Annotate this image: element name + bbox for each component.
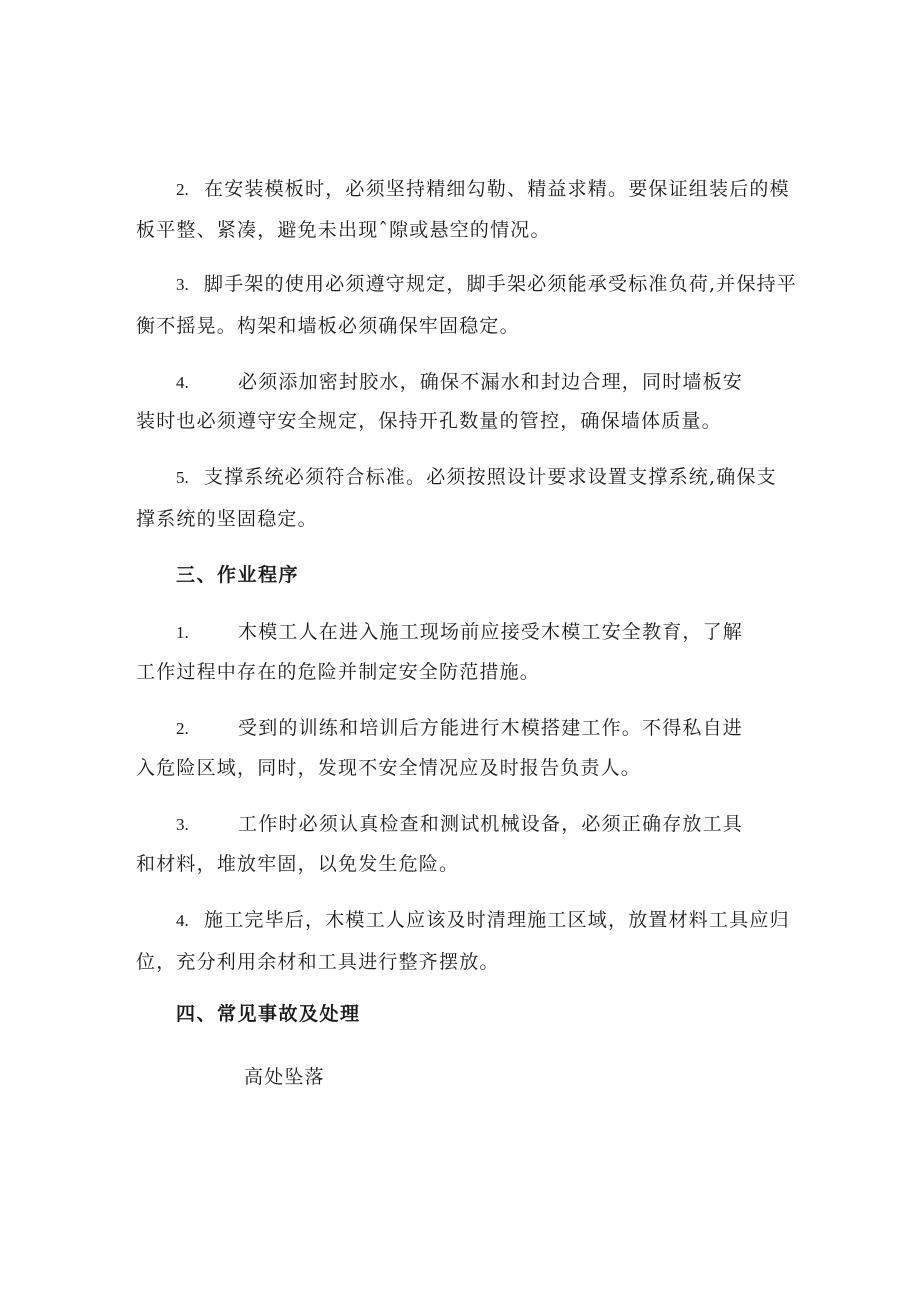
item-number: 1. [176,623,189,642]
section-heading: 三、作业程序 [176,564,300,586]
item-text-line: 板平整、紧凑，避免未出现ˆ隙或悬空的情况。 [136,219,551,241]
item-number: 3. [176,815,189,834]
item-text-line: 入危险区域，同时，发现不安全情况应及时报告负责人。 [136,757,642,779]
item-text-line: 位，充分利用余材和工具进行整齐摆放。 [136,951,500,973]
item-text-line: 施工完毕后，木模工人应该及时清理施工区域，放置材料工具应归 [204,909,790,931]
item-number: 4. [176,911,189,930]
item-text-line: 工作过程中存在的危险并制定安全防范措施。 [136,661,541,683]
item-text-line: 装时也必须遵守安全规定，保持开孔数量的管控，确保墙体质量。 [136,410,722,432]
item-text-line: 脚手架的使用必须遵守规定，脚手架必须能承受标准负荷,并保持平 [204,273,798,295]
item-text-line: 必须添加密封胶水，确保不漏水和封边合理，同时墙板安 [238,371,744,393]
item-text-line: 撑系统的坚固稳定。 [136,508,318,530]
subheading: 高处坠落 [244,1066,325,1088]
item-text-line: 在安装模板时，必须坚持精细勾勒、精益求精。要保证组装后的模 [204,178,790,200]
item-text-line: 木模工人在进入施工现场前应接受木模工安全教育，了解 [238,621,744,643]
item-text-line: 衡不摇晃。构架和墙板必须确保牢固稳定。 [136,315,520,337]
item-number: 2. [176,180,189,199]
item-text-line: 受到的训练和培训后方能进行木模搭建工作。不得私自进 [238,717,744,739]
section-heading: 四、常见事故及处理 [176,1003,361,1025]
item-number: 4. [176,373,189,392]
item-number: 5. [176,468,189,487]
item-text-line: 支撑系统必须符合标准。必须按照设计要求设置支撑系统,确保支 [204,466,777,488]
item-number: 2. [176,719,189,738]
item-number: 3. [176,275,189,294]
item-text-line: 工作时必须认真检查和测试机械设备，必须正确存放工具 [238,813,744,835]
item-text-line: 和材料，堆放牢固，以免发生危险。 [136,853,460,875]
